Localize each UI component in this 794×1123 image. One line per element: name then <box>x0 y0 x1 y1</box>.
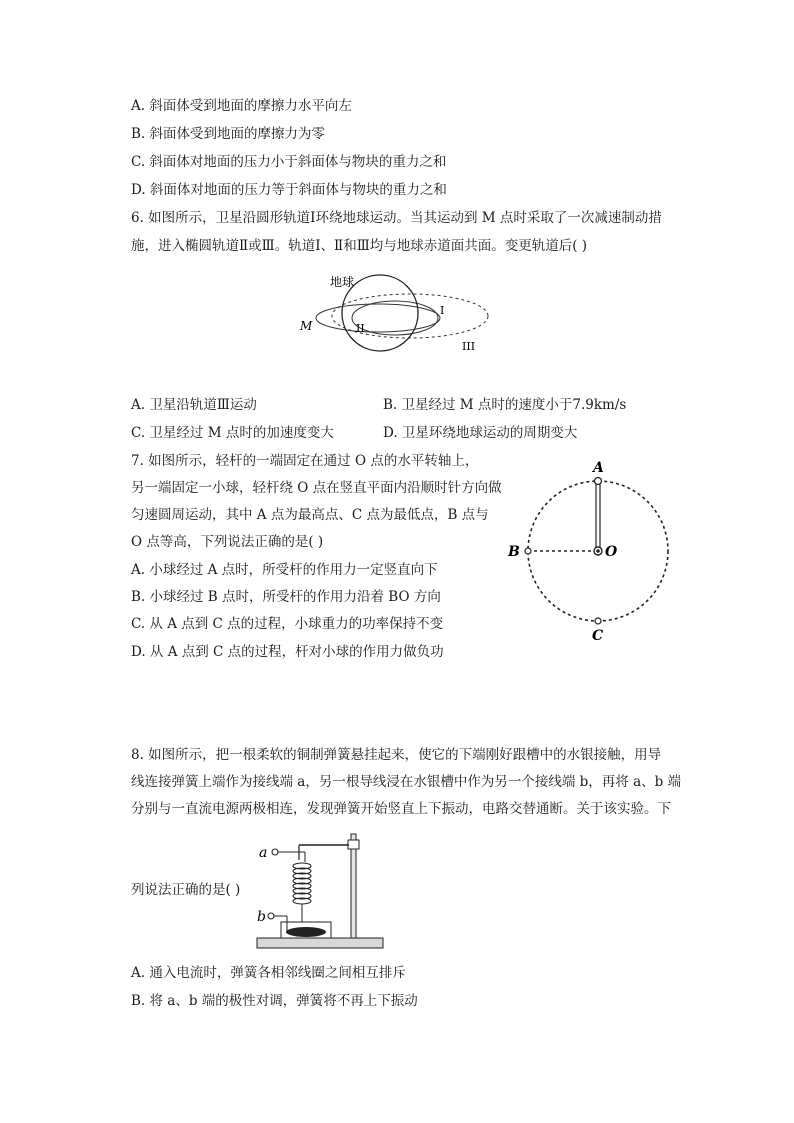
q6-stem-line2: 施，进入椭圆轨道Ⅱ或Ⅲ。轨道Ⅰ、Ⅱ和Ⅲ均与地球赤道面共面。变更轨道后( ) <box>131 238 588 254</box>
q8-stem-line2: 线连接弹簧上端作为接线端 a，另一根导线浸在水银槽中作为另一个接线端 b，再将 a、b 端 <box>131 774 682 790</box>
point-m-label: M <box>300 319 313 333</box>
q5-option-d: D. 斜面体对地面的压力等于斜面体与物块的重力之和 <box>131 182 447 198</box>
q8-option-a: A. 通入电流时，弹簧各相邻线圈之间相互排斥 <box>131 965 406 981</box>
label-a: a <box>259 845 268 861</box>
ball-a <box>595 478 602 485</box>
q6-option-d: D. 卫星环绕地球运动的周期变大 <box>383 425 578 441</box>
q6-option-b: B. 卫星经过 M 点时的速度小于7.9km/s <box>383 397 627 413</box>
q7-option-a: A. 小球经过 A 点时，所受杆的作用力一定竖直向下 <box>131 562 438 578</box>
point-c <box>595 618 601 624</box>
rod <box>596 481 600 551</box>
spring-coil <box>293 863 311 904</box>
terminal-b <box>268 913 274 919</box>
q7-stem-line4: O 点等高，下列说法正确的是( ) <box>131 534 324 550</box>
q5-option-c: C. 斜面体对地面的压力小于斜面体与物块的重力之和 <box>131 154 447 170</box>
q7-stem-line2: 另一端固定一小球，轻杆绕 O 点在竖直平面内沿顺时针方向做 <box>131 480 502 496</box>
q5-option-b: B. 斜面体受到地面的摩擦力为零 <box>131 126 326 142</box>
q8-stem-line1: 8. 如图所示，把一根柔软的铜制弹簧悬挂起来，使它的下端刚好跟槽中的水银接触，用导 <box>131 747 662 763</box>
earth-label: 地球 <box>330 275 355 289</box>
stand-pole <box>351 834 356 938</box>
q6-orbit-figure <box>290 268 500 360</box>
label-b: B <box>508 544 520 560</box>
q6-option-c: C. 卫星经过 M 点时的加速度变大 <box>131 425 334 441</box>
orbit-1-label: I <box>440 304 445 317</box>
point-b <box>525 548 531 554</box>
q6-option-a: A. 卫星沿轨道Ⅲ运动 <box>131 397 257 413</box>
q5-option-a: A. 斜面体受到地面的摩擦力水平向左 <box>131 98 352 114</box>
q8-stem-tail: 列说法正确的是( ) <box>131 882 241 898</box>
label-b: b <box>257 909 266 925</box>
base-plate <box>257 938 383 948</box>
q8-spring-figure <box>255 828 395 956</box>
label-a: A <box>593 460 604 476</box>
q7-option-c: C. 从 A 点到 C 点的过程，小球重力的功率保持不变 <box>131 616 444 632</box>
q7-stem-line1: 7. 如图所示，轻杆的一端固定在通过 O 点的水平转轴上， <box>131 453 479 469</box>
q7-option-d: D. 从 A 点到 C 点的过程，杆对小球的作用力做负功 <box>131 644 444 660</box>
orbit-1 <box>352 301 438 335</box>
orbit-2-label: II <box>356 322 365 335</box>
clamp <box>348 840 359 849</box>
q8-stem-line3: 分别与一直流电源两极相连，发现弹簧开始竖直上下振动，电路交替通断。关于该实验。下 <box>131 801 671 817</box>
orbit-2 <box>316 304 440 332</box>
q8-option-b: B. 将 a、b 端的极性对调，弹簧将不再上下振动 <box>131 993 418 1009</box>
label-c: C <box>592 628 604 644</box>
mercury <box>286 927 326 937</box>
terminal-a <box>272 849 278 855</box>
label-o: O <box>605 544 618 560</box>
q7-option-b: B. 小球经过 B 点时，所受杆的作用力沿着 BO 方向 <box>131 589 441 605</box>
pivot-o-center <box>596 549 600 553</box>
q6-stem-line1: 6. 如图所示，卫星沿圆形轨道Ⅰ环绕地球运动。当其运动到 M 点时采取了一次减速制动措 <box>131 210 662 226</box>
q7-circle-figure <box>500 458 680 648</box>
orbit-3-label: III <box>462 340 476 353</box>
q7-stem-line3: 匀速圆周运动，其中 A 点为最高点、C 点为最低点，B 点与 <box>131 507 489 523</box>
